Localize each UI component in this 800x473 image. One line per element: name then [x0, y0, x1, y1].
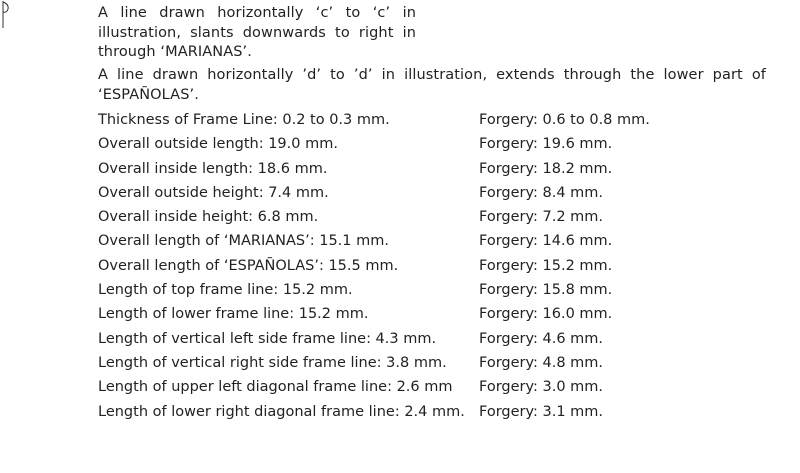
- genuine-measurement: Length of vertical right side frame line: 3.8 mm.: [98, 354, 447, 371]
- measurement-row: [98, 157, 738, 181]
- forgery-measurement: Forgery: 8.4 mm.: [479, 184, 604, 201]
- genuine-measurement: Length of vertical left side frame line: 4.3 mm.: [98, 330, 437, 347]
- measurement-row: [98, 229, 738, 253]
- measurement-row: [98, 254, 738, 278]
- measurement-row: [98, 132, 738, 156]
- forgery-measurement: Forgery: 0.6 to 0.8 mm.: [479, 112, 650, 128]
- genuine-measurement: Overall outside height: 7.4 mm.: [98, 184, 329, 201]
- genuine-measurement: Overall length of ‘MARIANAS’: 15.1 mm.: [98, 233, 389, 250]
- genuine-measurement: Overall length of ‘ESPAÑOLAS’: 15.5 mm.: [98, 257, 399, 274]
- forgery-measurement: Forgery: 18.2 mm.: [479, 160, 613, 177]
- measurement-row: [98, 181, 738, 205]
- forgery-measurement: Forgery: 4.8 mm.: [479, 354, 604, 371]
- genuine-measurement: Overall inside height: 6.8 mm.: [98, 209, 319, 226]
- forgery-measurement: Forgery: 3.1 mm.: [479, 403, 604, 420]
- genuine-measurement: Length of lower right diagonal frame line: 2.4 mm.: [98, 403, 465, 420]
- forgery-measurement: Forgery: 14.6 mm.: [479, 233, 613, 250]
- paragraph-line-d: A line drawn horizontally ’d’ to ’d’ in illustration, extends through the lower part of ‘ESPAÑOLAS’.: [98, 67, 766, 103]
- measurement-row: [98, 278, 738, 302]
- forgery-measurement: Forgery: 7.2 mm.: [479, 209, 604, 226]
- forgery-measurement: Forgery: 19.6 mm.: [479, 136, 613, 153]
- genuine-measurement: Overall outside length: 19.0 mm.: [98, 136, 338, 153]
- forgery-measurement: Forgery: 3.0 mm.: [479, 379, 604, 396]
- genuine-measurement: Overall inside length: 18.6 mm.: [98, 160, 328, 177]
- genuine-measurement: Length of top frame line: 15.2 mm.: [98, 282, 353, 299]
- genuine-measurement: Length of lower frame line: 15.2 mm.: [98, 306, 369, 323]
- measurement-row: [98, 375, 738, 399]
- forgery-measurement: Forgery: 15.8 mm.: [479, 282, 613, 299]
- measurement-row: [98, 327, 738, 351]
- measurement-row: [98, 108, 738, 132]
- forgery-measurement: Forgery: 4.6 mm.: [479, 330, 604, 347]
- forgery-measurement: Forgery: 15.2 mm.: [479, 257, 613, 274]
- paragraph-line-c: A line drawn horizontally ‘c’ to ‘c’ in illustration, slants downwards to right in through ‘MARIANAS’.: [98, 5, 416, 60]
- genuine-measurement: Length of upper left diagonal frame line: 2.6 mm: [98, 379, 453, 396]
- measurement-row: [98, 205, 738, 229]
- page-edge-mark-icon: [0, 0, 12, 30]
- measurement-table: [98, 108, 738, 424]
- measurement-row: [98, 302, 738, 326]
- measurement-row: [98, 351, 738, 375]
- measurement-row: [98, 400, 738, 424]
- genuine-measurement: Thickness of Frame Line: 0.2 to 0.3 mm.: [98, 112, 390, 128]
- forgery-measurement: Forgery: 16.0 mm.: [479, 306, 613, 323]
